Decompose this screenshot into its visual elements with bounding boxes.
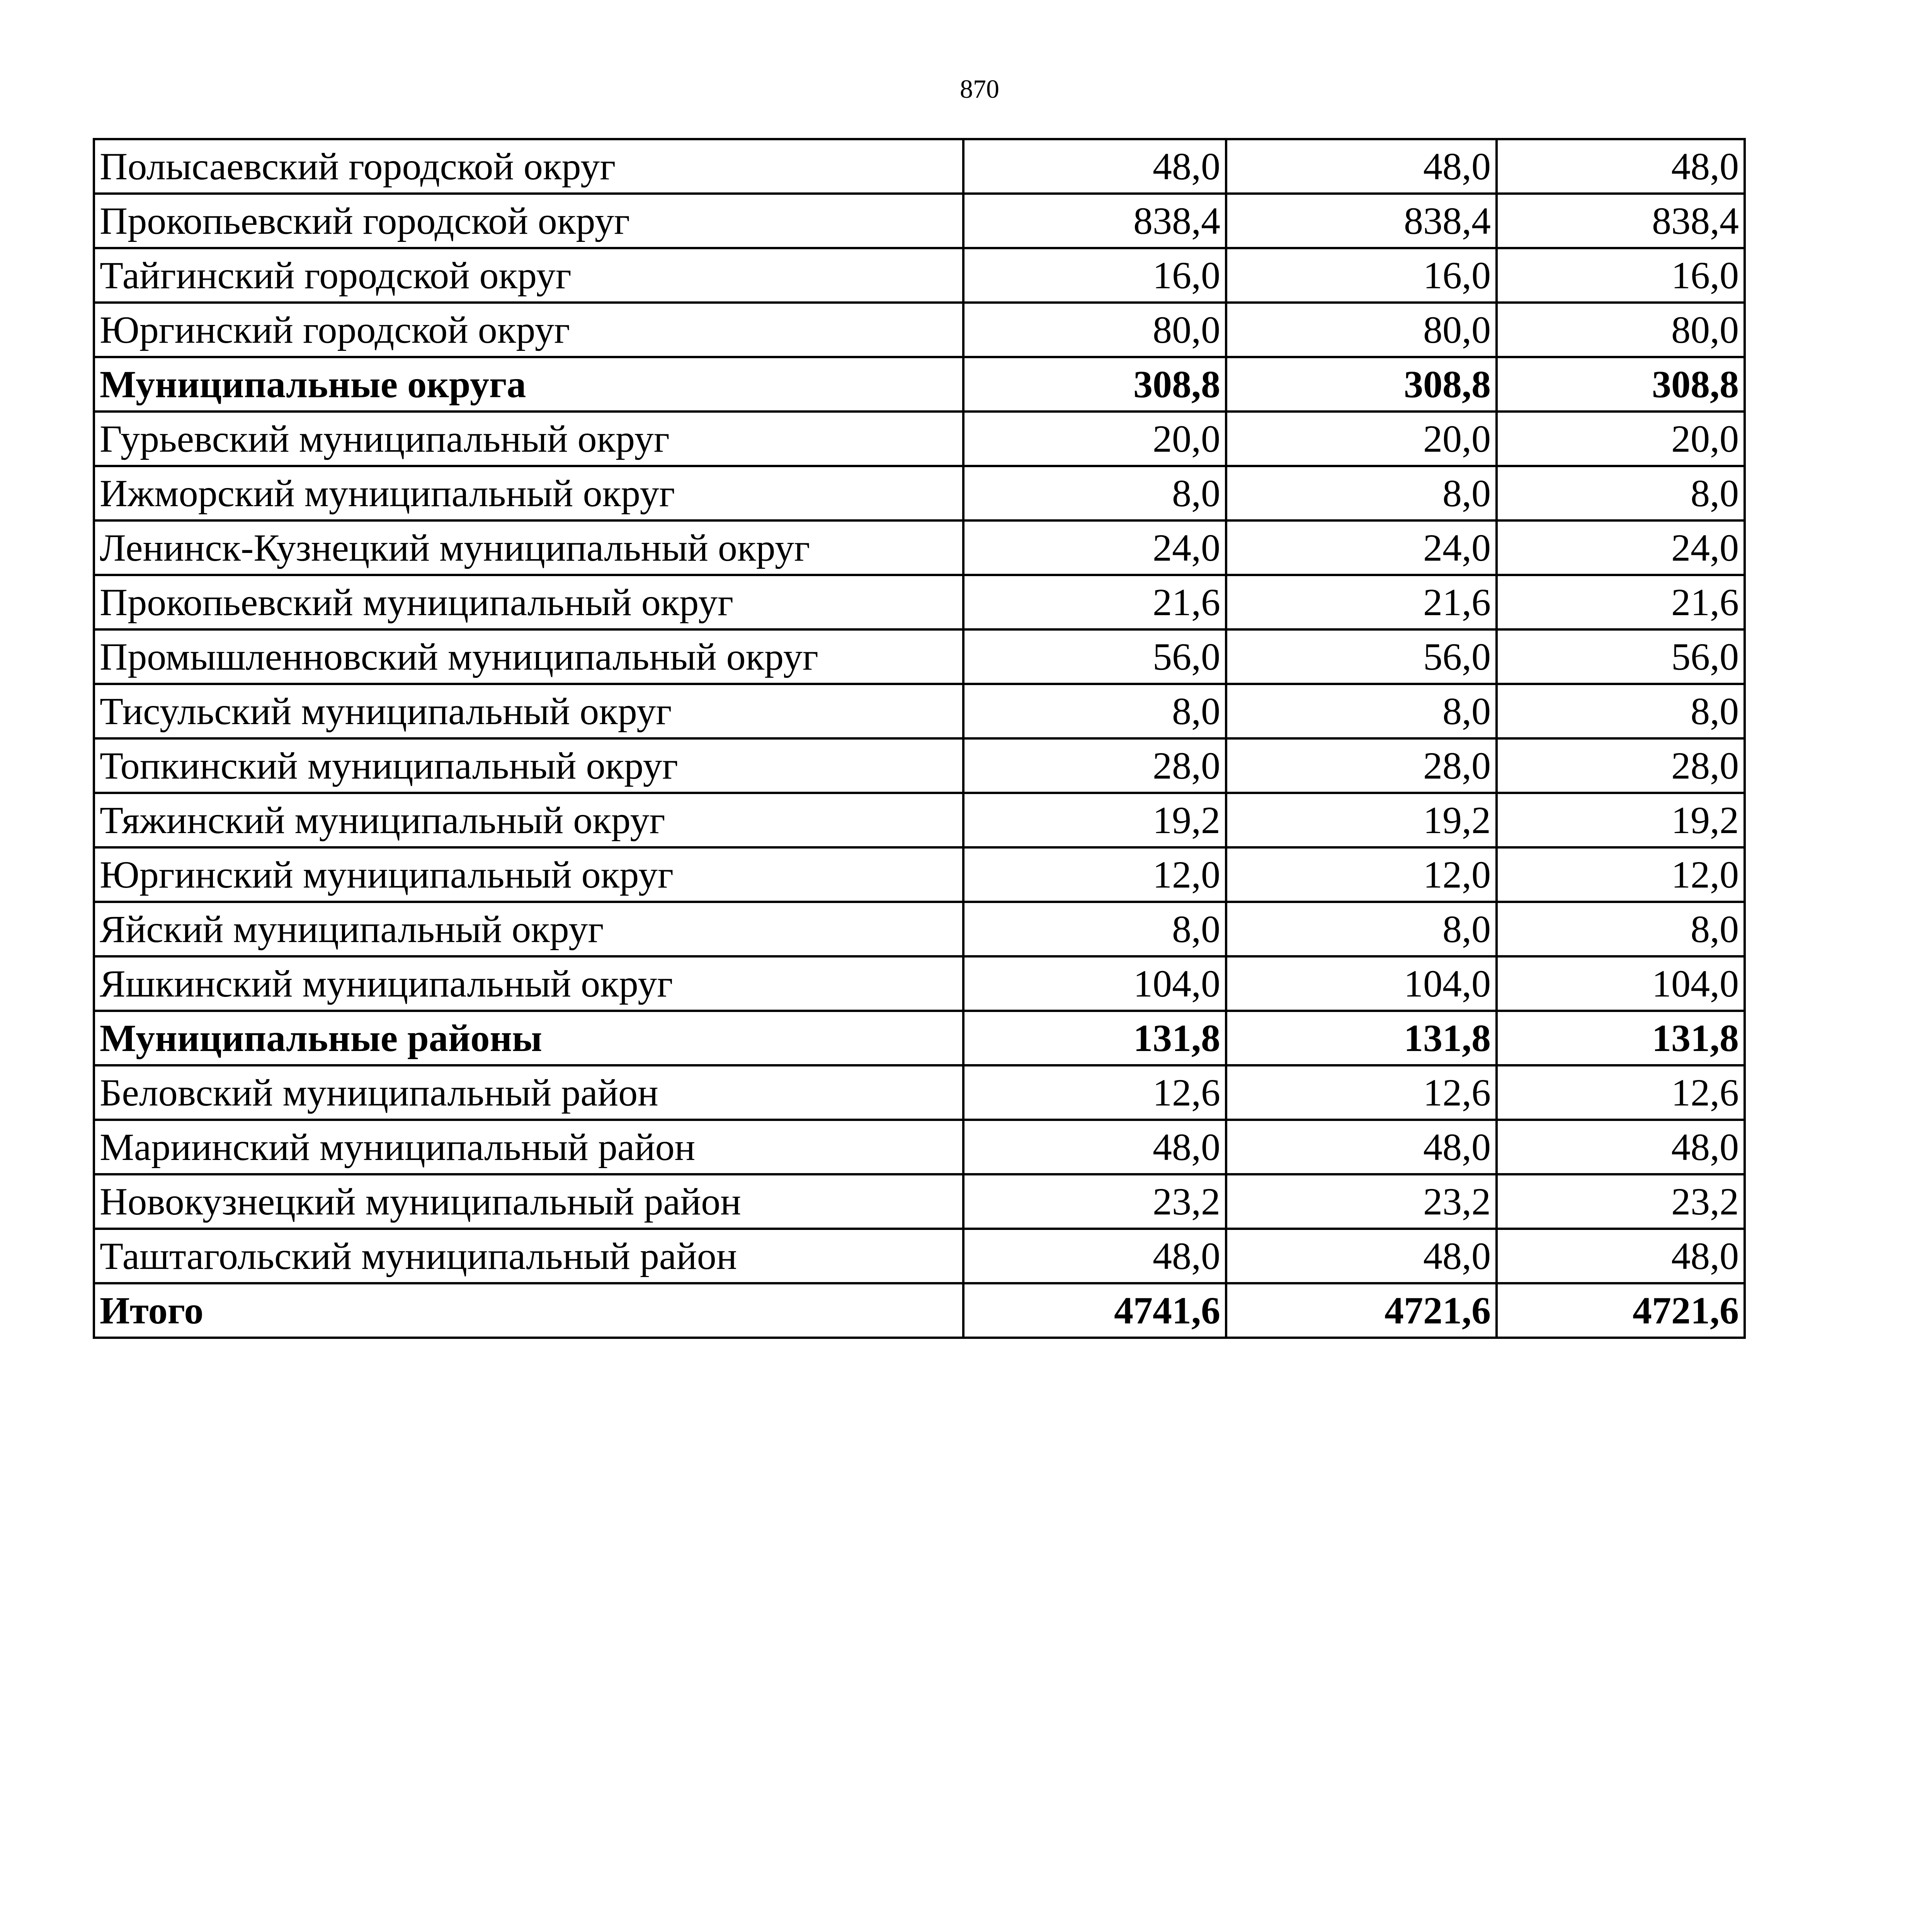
value-cell-1: 28,0: [963, 738, 1226, 793]
value-cell-1: 56,0: [963, 629, 1226, 684]
row-name-cell: Ленинск-Кузнецкий муниципальный округ: [94, 520, 963, 575]
value-cell-2: 24,0: [1226, 520, 1497, 575]
value-cell-2: 48,0: [1226, 1120, 1497, 1174]
table-row-total: [94, 1283, 1745, 1338]
value-cell-2: 308,8: [1226, 357, 1497, 412]
value-cell-1: 48,0: [963, 139, 1226, 194]
value-cell-2: 48,0: [1226, 139, 1497, 194]
value-cell-1: 16,0: [963, 248, 1226, 303]
table-row: [94, 520, 1745, 575]
value-cell-3: 48,0: [1497, 1229, 1745, 1283]
value-cell-2: 16,0: [1226, 248, 1497, 303]
table-row: [94, 1174, 1745, 1229]
value-cell-3: 308,8: [1497, 357, 1745, 412]
value-cell-1: 104,0: [963, 956, 1226, 1011]
value-cell-3: 131,8: [1497, 1011, 1745, 1065]
table-row: [94, 1229, 1745, 1283]
table-row: [94, 738, 1745, 793]
value-cell-3: 8,0: [1497, 902, 1745, 956]
value-cell-1: 308,8: [963, 357, 1226, 412]
row-name-cell: Ижморский муниципальный округ: [94, 466, 963, 520]
row-name-cell: Яшкинский муниципальный округ: [94, 956, 963, 1011]
row-name-cell: Юргинский муниципальный округ: [94, 847, 963, 902]
row-name-cell: Юргинский городской округ: [94, 303, 963, 357]
row-name-cell: Тисульский муниципальный округ: [94, 684, 963, 738]
value-cell-3: 21,6: [1497, 575, 1745, 629]
value-cell-1: 19,2: [963, 793, 1226, 847]
table-row-total: [94, 1011, 1745, 1065]
value-cell-3: 8,0: [1497, 466, 1745, 520]
table-row: [94, 466, 1745, 520]
value-cell-1: 48,0: [963, 1229, 1226, 1283]
value-cell-2: 131,8: [1226, 1011, 1497, 1065]
row-name-cell: Яйский муниципальный округ: [94, 902, 963, 956]
value-cell-2: 12,0: [1226, 847, 1497, 902]
value-cell-3: 56,0: [1497, 629, 1745, 684]
row-name-cell: Гурьевский муниципальный округ: [94, 412, 963, 466]
table-row: [94, 248, 1745, 303]
row-name-cell: Промышленновский муниципальный округ: [94, 629, 963, 684]
table-row: [94, 412, 1745, 466]
table-row: [94, 575, 1745, 629]
table-row-total: [94, 357, 1745, 412]
value-cell-3: 28,0: [1497, 738, 1745, 793]
table-row: [94, 956, 1745, 1011]
value-cell-1: 48,0: [963, 1120, 1226, 1174]
value-cell-1: 838,4: [963, 194, 1226, 248]
value-cell-2: 838,4: [1226, 194, 1497, 248]
value-cell-3: 16,0: [1497, 248, 1745, 303]
value-cell-3: 20,0: [1497, 412, 1745, 466]
row-name-cell: Полысаевский городской округ: [94, 139, 963, 194]
table-row: [94, 902, 1745, 956]
row-name-cell: Мариинский муниципальный район: [94, 1120, 963, 1174]
value-cell-3: 4721,6: [1497, 1283, 1745, 1338]
value-cell-3: 19,2: [1497, 793, 1745, 847]
row-name-cell: Тайгинский городской округ: [94, 248, 963, 303]
value-cell-1: 12,6: [963, 1065, 1226, 1120]
value-cell-2: 19,2: [1226, 793, 1497, 847]
table-row: [94, 1065, 1745, 1120]
value-cell-1: 24,0: [963, 520, 1226, 575]
value-cell-2: 23,2: [1226, 1174, 1497, 1229]
row-name-cell: Итого: [94, 1283, 963, 1338]
row-name-cell: Таштагольский муниципальный район: [94, 1229, 963, 1283]
value-cell-3: 104,0: [1497, 956, 1745, 1011]
value-cell-1: 4741,6: [963, 1283, 1226, 1338]
row-name-cell: Новокузнецкий муниципальный район: [94, 1174, 963, 1229]
table-row: [94, 847, 1745, 902]
value-cell-3: 48,0: [1497, 1120, 1745, 1174]
table-row: [94, 139, 1745, 194]
table-row: [94, 793, 1745, 847]
row-name-cell: Тяжинский муниципальный округ: [94, 793, 963, 847]
value-cell-1: 20,0: [963, 412, 1226, 466]
value-cell-3: 23,2: [1497, 1174, 1745, 1229]
table-row: [94, 303, 1745, 357]
value-cell-2: 8,0: [1226, 466, 1497, 520]
value-cell-2: 80,0: [1226, 303, 1497, 357]
value-cell-2: 8,0: [1226, 684, 1497, 738]
allocation-table: [93, 138, 1746, 1339]
value-cell-3: 838,4: [1497, 194, 1745, 248]
row-name-cell: Топкинский муниципальный округ: [94, 738, 963, 793]
row-name-cell: Прокопьевский городской округ: [94, 194, 963, 248]
row-name-cell: Прокопьевский муниципальный округ: [94, 575, 963, 629]
page-number: 870: [960, 74, 999, 104]
value-cell-2: 56,0: [1226, 629, 1497, 684]
value-cell-2: 104,0: [1226, 956, 1497, 1011]
value-cell-3: 8,0: [1497, 684, 1745, 738]
table-body: [94, 139, 1745, 1338]
value-cell-3: 12,0: [1497, 847, 1745, 902]
row-name-cell: Муниципальные округа: [94, 357, 963, 412]
value-cell-2: 28,0: [1226, 738, 1497, 793]
value-cell-3: 80,0: [1497, 303, 1745, 357]
table-row: [94, 684, 1745, 738]
value-cell-3: 12,6: [1497, 1065, 1745, 1120]
value-cell-1: 23,2: [963, 1174, 1226, 1229]
row-name-cell: Беловский муниципальный район: [94, 1065, 963, 1120]
value-cell-2: 21,6: [1226, 575, 1497, 629]
value-cell-2: 4721,6: [1226, 1283, 1497, 1338]
table-row: [94, 1120, 1745, 1174]
value-cell-1: 131,8: [963, 1011, 1226, 1065]
value-cell-2: 20,0: [1226, 412, 1497, 466]
value-cell-2: 8,0: [1226, 902, 1497, 956]
value-cell-1: 8,0: [963, 902, 1226, 956]
table-row: [94, 194, 1745, 248]
table-row: [94, 629, 1745, 684]
value-cell-2: 12,6: [1226, 1065, 1497, 1120]
value-cell-1: 8,0: [963, 466, 1226, 520]
value-cell-1: 80,0: [963, 303, 1226, 357]
value-cell-2: 48,0: [1226, 1229, 1497, 1283]
row-name-cell: Муниципальные районы: [94, 1011, 963, 1065]
value-cell-1: 8,0: [963, 684, 1226, 738]
value-cell-1: 12,0: [963, 847, 1226, 902]
value-cell-3: 24,0: [1497, 520, 1745, 575]
value-cell-3: 48,0: [1497, 139, 1745, 194]
value-cell-1: 21,6: [963, 575, 1226, 629]
